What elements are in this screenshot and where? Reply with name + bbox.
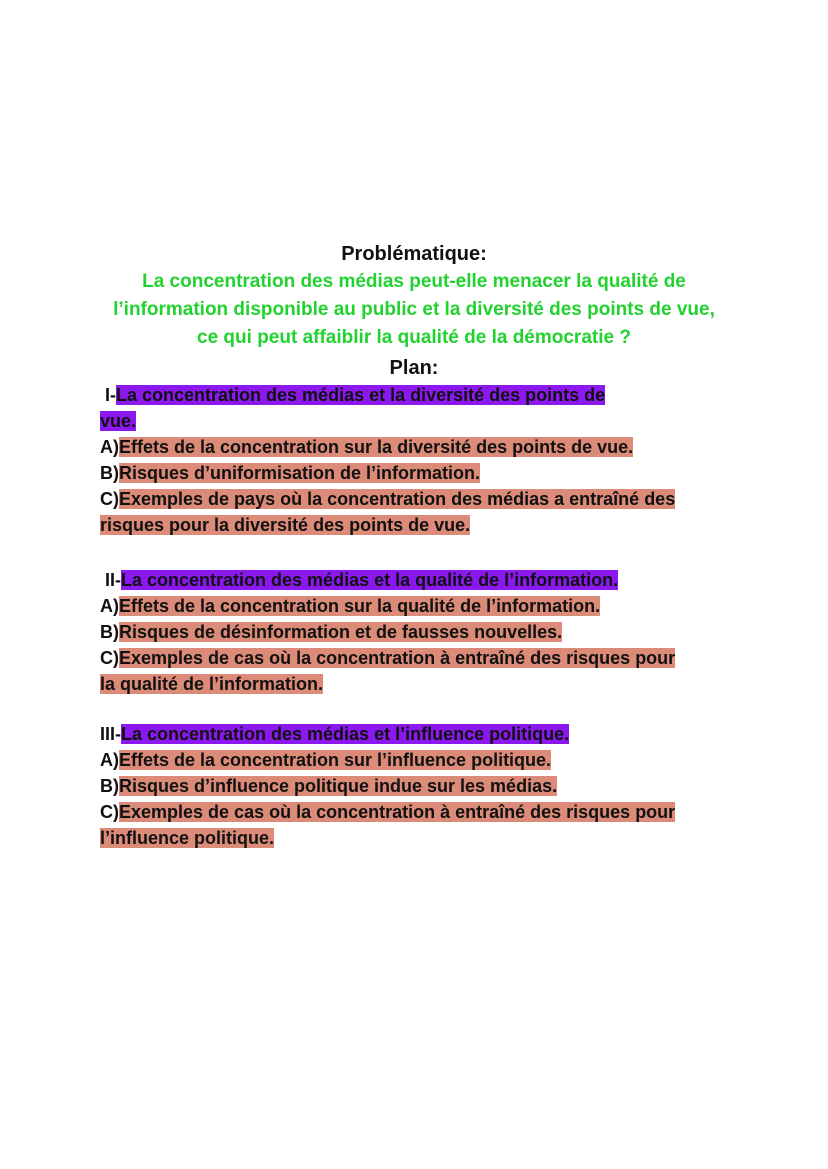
item-text-line2: risques pour la diversité des points de vue. bbox=[100, 515, 471, 535]
item-text: Effets de la concentration sur l’influence politique. bbox=[119, 750, 552, 770]
item-text-line2: la qualité de l’information. bbox=[100, 674, 324, 694]
section-1-heading-line1: La concentration des médias et la diversité des points de bbox=[116, 385, 606, 405]
section-3-prefix: III- bbox=[100, 724, 121, 744]
item-text: Risques de désinformation et de fausses nouvelles. bbox=[119, 622, 563, 642]
plan-section-2 bbox=[100, 567, 728, 697]
section-3-item-b bbox=[100, 773, 728, 799]
item-prefix: A) bbox=[100, 750, 119, 770]
item-text: Effets de la concentration sur la diversité des points de vue. bbox=[119, 437, 634, 457]
item-prefix: C) bbox=[100, 489, 119, 509]
section-2-heading bbox=[100, 567, 728, 593]
item-prefix: B) bbox=[100, 463, 119, 483]
item-text-line2: l’influence politique. bbox=[100, 828, 275, 848]
problematique-question: La concentration des médias peut-elle menacer la qualité de l’information disponible au public et la diversité des points de vue, ce qui peut affaiblir la qualité de la démocratie ? bbox=[113, 271, 715, 348]
section-1-prefix: I- bbox=[105, 385, 117, 405]
item-text-line1: Exemples de cas où la concentration à entraîné des risques pour bbox=[119, 648, 676, 668]
section-2-prefix: II- bbox=[105, 570, 122, 590]
item-text: Risques d’influence politique indue sur les médias. bbox=[119, 776, 558, 796]
section-1-heading-wrap bbox=[100, 408, 728, 434]
section-1-heading bbox=[100, 382, 728, 408]
section-1-item-a bbox=[100, 434, 728, 460]
section-1-heading-line2: vue. bbox=[100, 411, 137, 431]
section-2-item-a bbox=[100, 593, 728, 619]
item-prefix: C) bbox=[100, 802, 119, 822]
item-prefix: B) bbox=[100, 776, 119, 796]
section-3-item-c-wrap bbox=[100, 825, 728, 851]
item-prefix: A) bbox=[100, 437, 119, 457]
section-2-item-c bbox=[100, 645, 728, 671]
section-3-item-c bbox=[100, 799, 728, 825]
problematique-title: Problématique: bbox=[341, 243, 487, 265]
plan-section-3 bbox=[100, 721, 728, 851]
section-1-item-b bbox=[100, 460, 728, 486]
section-3-heading bbox=[100, 721, 728, 747]
item-text-line1: Exemples de pays où la concentration des médias a entraîné des bbox=[119, 489, 676, 509]
item-text: Effets de la concentration sur la qualité de l’information. bbox=[119, 596, 601, 616]
item-text: Risques d’uniformisation de l’information. bbox=[119, 463, 481, 483]
item-prefix: A) bbox=[100, 596, 119, 616]
item-prefix: B) bbox=[100, 622, 119, 642]
item-prefix: C) bbox=[100, 648, 119, 668]
plan-title: Plan: bbox=[389, 357, 439, 379]
section-2-item-c-wrap bbox=[100, 671, 728, 697]
section-2-heading-text: La concentration des médias et la qualité de l’information. bbox=[121, 570, 619, 590]
plan-section-1 bbox=[100, 382, 728, 538]
section-3-item-a bbox=[100, 747, 728, 773]
section-1-item-c-wrap bbox=[100, 512, 728, 538]
section-3-heading-text: La concentration des médias et l’influence politique. bbox=[121, 724, 570, 744]
item-text-line1: Exemples de cas où la concentration à entraîné des risques pour bbox=[119, 802, 676, 822]
section-1-item-c bbox=[100, 486, 728, 512]
section-2-item-b bbox=[100, 619, 728, 645]
